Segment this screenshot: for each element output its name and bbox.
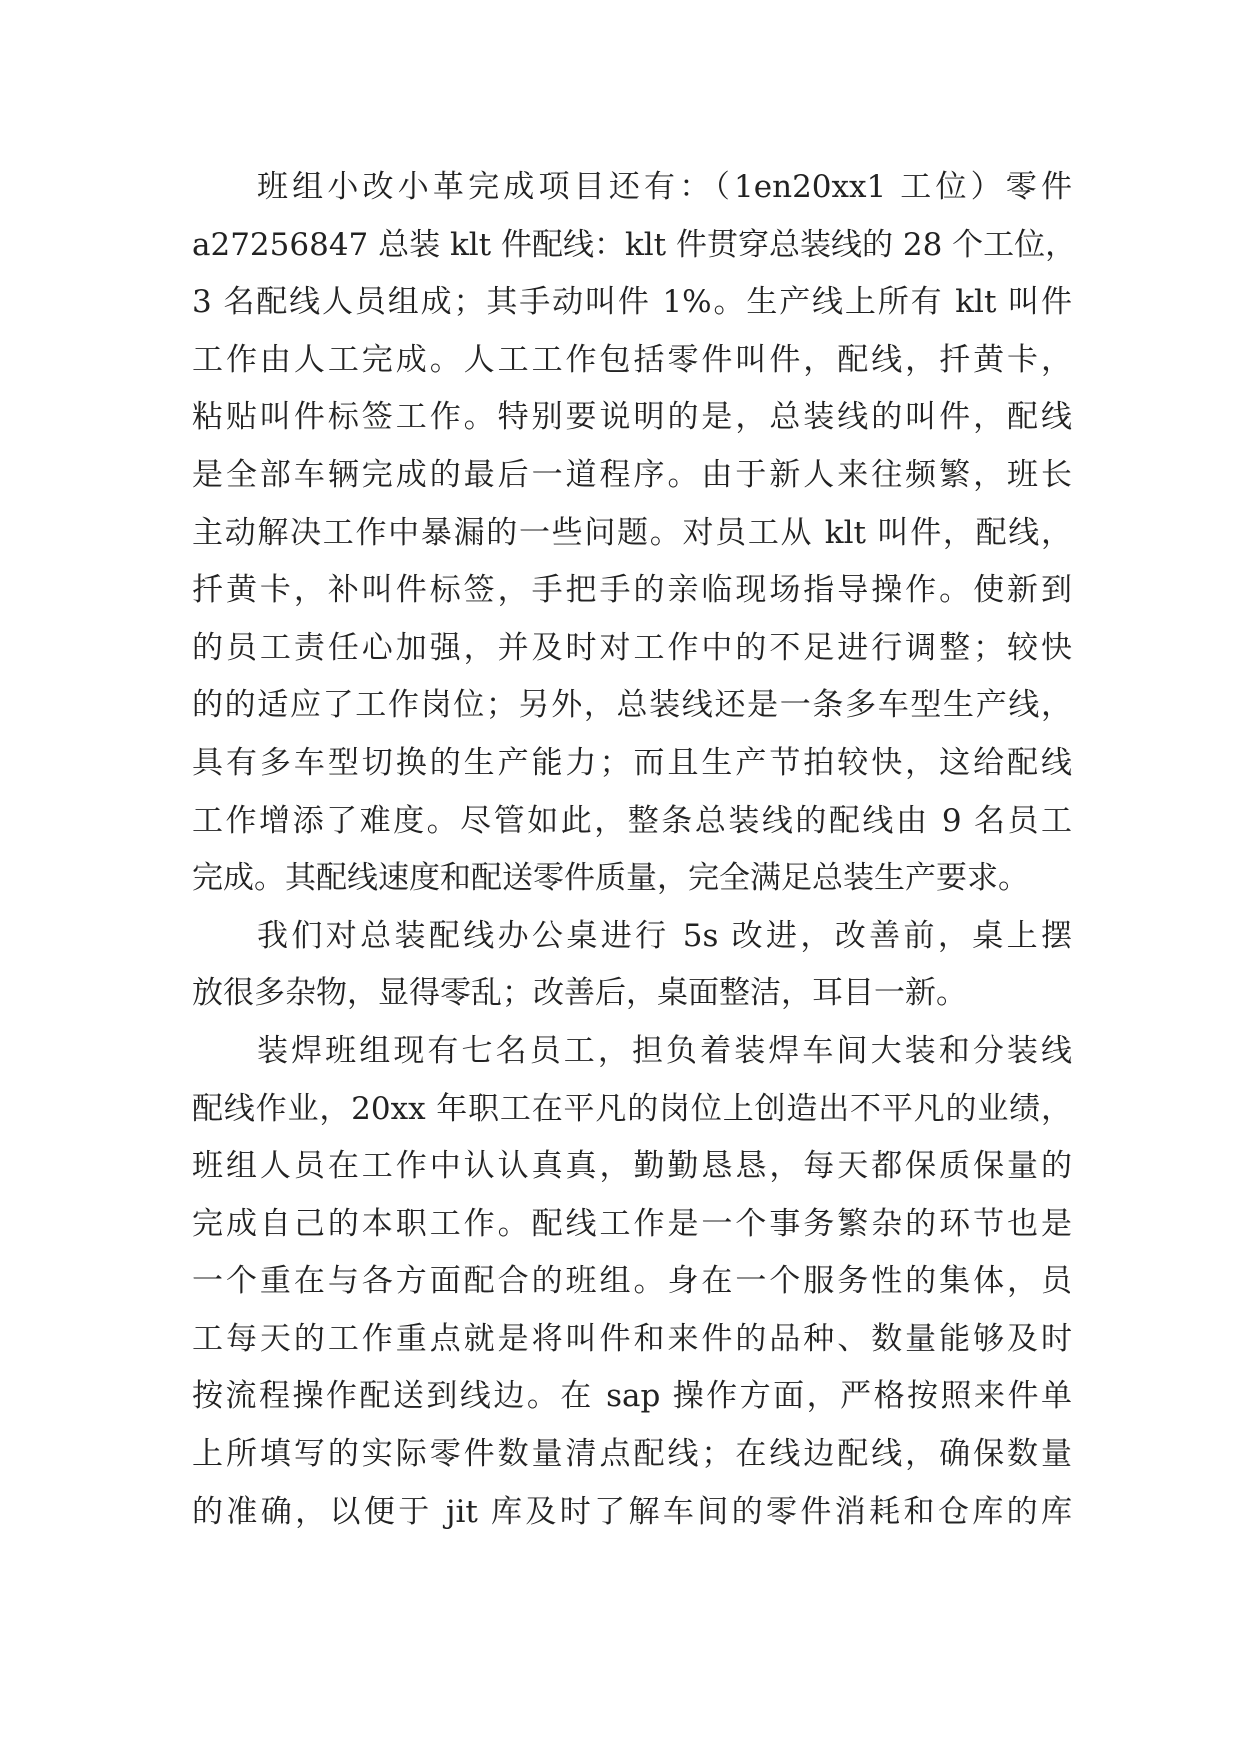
text-line: 班组人员在工作中认认真真，勤勤恳恳，每天都保质保量的 [192,1148,1072,1185]
text-line: 的准确，以便于 jit 库及时了解车间的零件消耗和仓库的库 [192,1493,1072,1530]
text-line: 3 名配线人员组成；其手动叫件 1%。生产线上所有 klt 叫件 [192,284,1072,321]
text-line: 是全部车辆完成的最后一道程序。由于新人来往频繁，班长 [192,456,1072,493]
text-line: 完成。其配线速度和配送零件质量，完全满足总装生产要求。 [192,860,1029,897]
text-line: 完成自己的本职工作。配线工作是一个事务繁杂的环节也是 [192,1205,1072,1242]
text-line: 工作增添了难度。尽管如此，整条总装线的配线由 9 名员工 [192,802,1072,839]
text-line: 按流程操作配送到线边。在 sap 操作方面，严格按照来件单 [192,1378,1072,1415]
text-line: 粘贴叫件标签工作。特别要说明的是，总装线的叫件，配线 [192,399,1072,436]
text-line: 上所填写的实际零件数量清点配线；在线边配线，确保数量 [192,1436,1072,1473]
text-line: 扦黄卡，补叫件标签，手把手的亲临现场指导操作。使新到 [192,572,1072,609]
text-line: 工每天的工作重点就是将叫件和来件的品种、数量能够及时 [192,1320,1072,1357]
text-line: 的的适应了工作岗位；另外，总装线还是一条多车型生产线， [192,687,1072,724]
text-line: 装焊班组现有七名员工，担负着装焊车间大装和分装线 [257,1032,1072,1069]
text-line: 一个重在与各方面配合的班组。身在一个服务性的集体，员 [192,1263,1072,1300]
text-line: 具有多车型切换的生产能力；而且生产节拍较快，这给配线 [192,744,1072,781]
text-line: 放很多杂物，显得零乱；改善后，桌面整洁，耳目一新。 [192,975,967,1012]
text-line: 班组小改小革完成项目还有：（1en20xx1 工位）零件 [257,169,1072,205]
text-line: 配线作业，20xx 年职工在平凡的岗位上创造出不平凡的业绩， [192,1090,1072,1127]
document-body [192,159,1077,1541]
text-line: a27256847 总装 klt 件配线：klt 件贯穿总装线的 28 个工位， [192,226,1077,263]
text-line: 我们对总装配线办公桌进行 5s 改进，改善前，桌上摆 [257,917,1072,954]
text-line: 工作由人工完成。人工工作包括零件叫件，配线，扦黄卡， [192,341,1072,378]
text-line: 主动解决工作中暴漏的一些问题。对员工从 klt 叫件，配线， [192,514,1072,551]
text-line: 的员工责任心加强，并及时对工作中的不足进行调整；较快 [192,629,1072,666]
